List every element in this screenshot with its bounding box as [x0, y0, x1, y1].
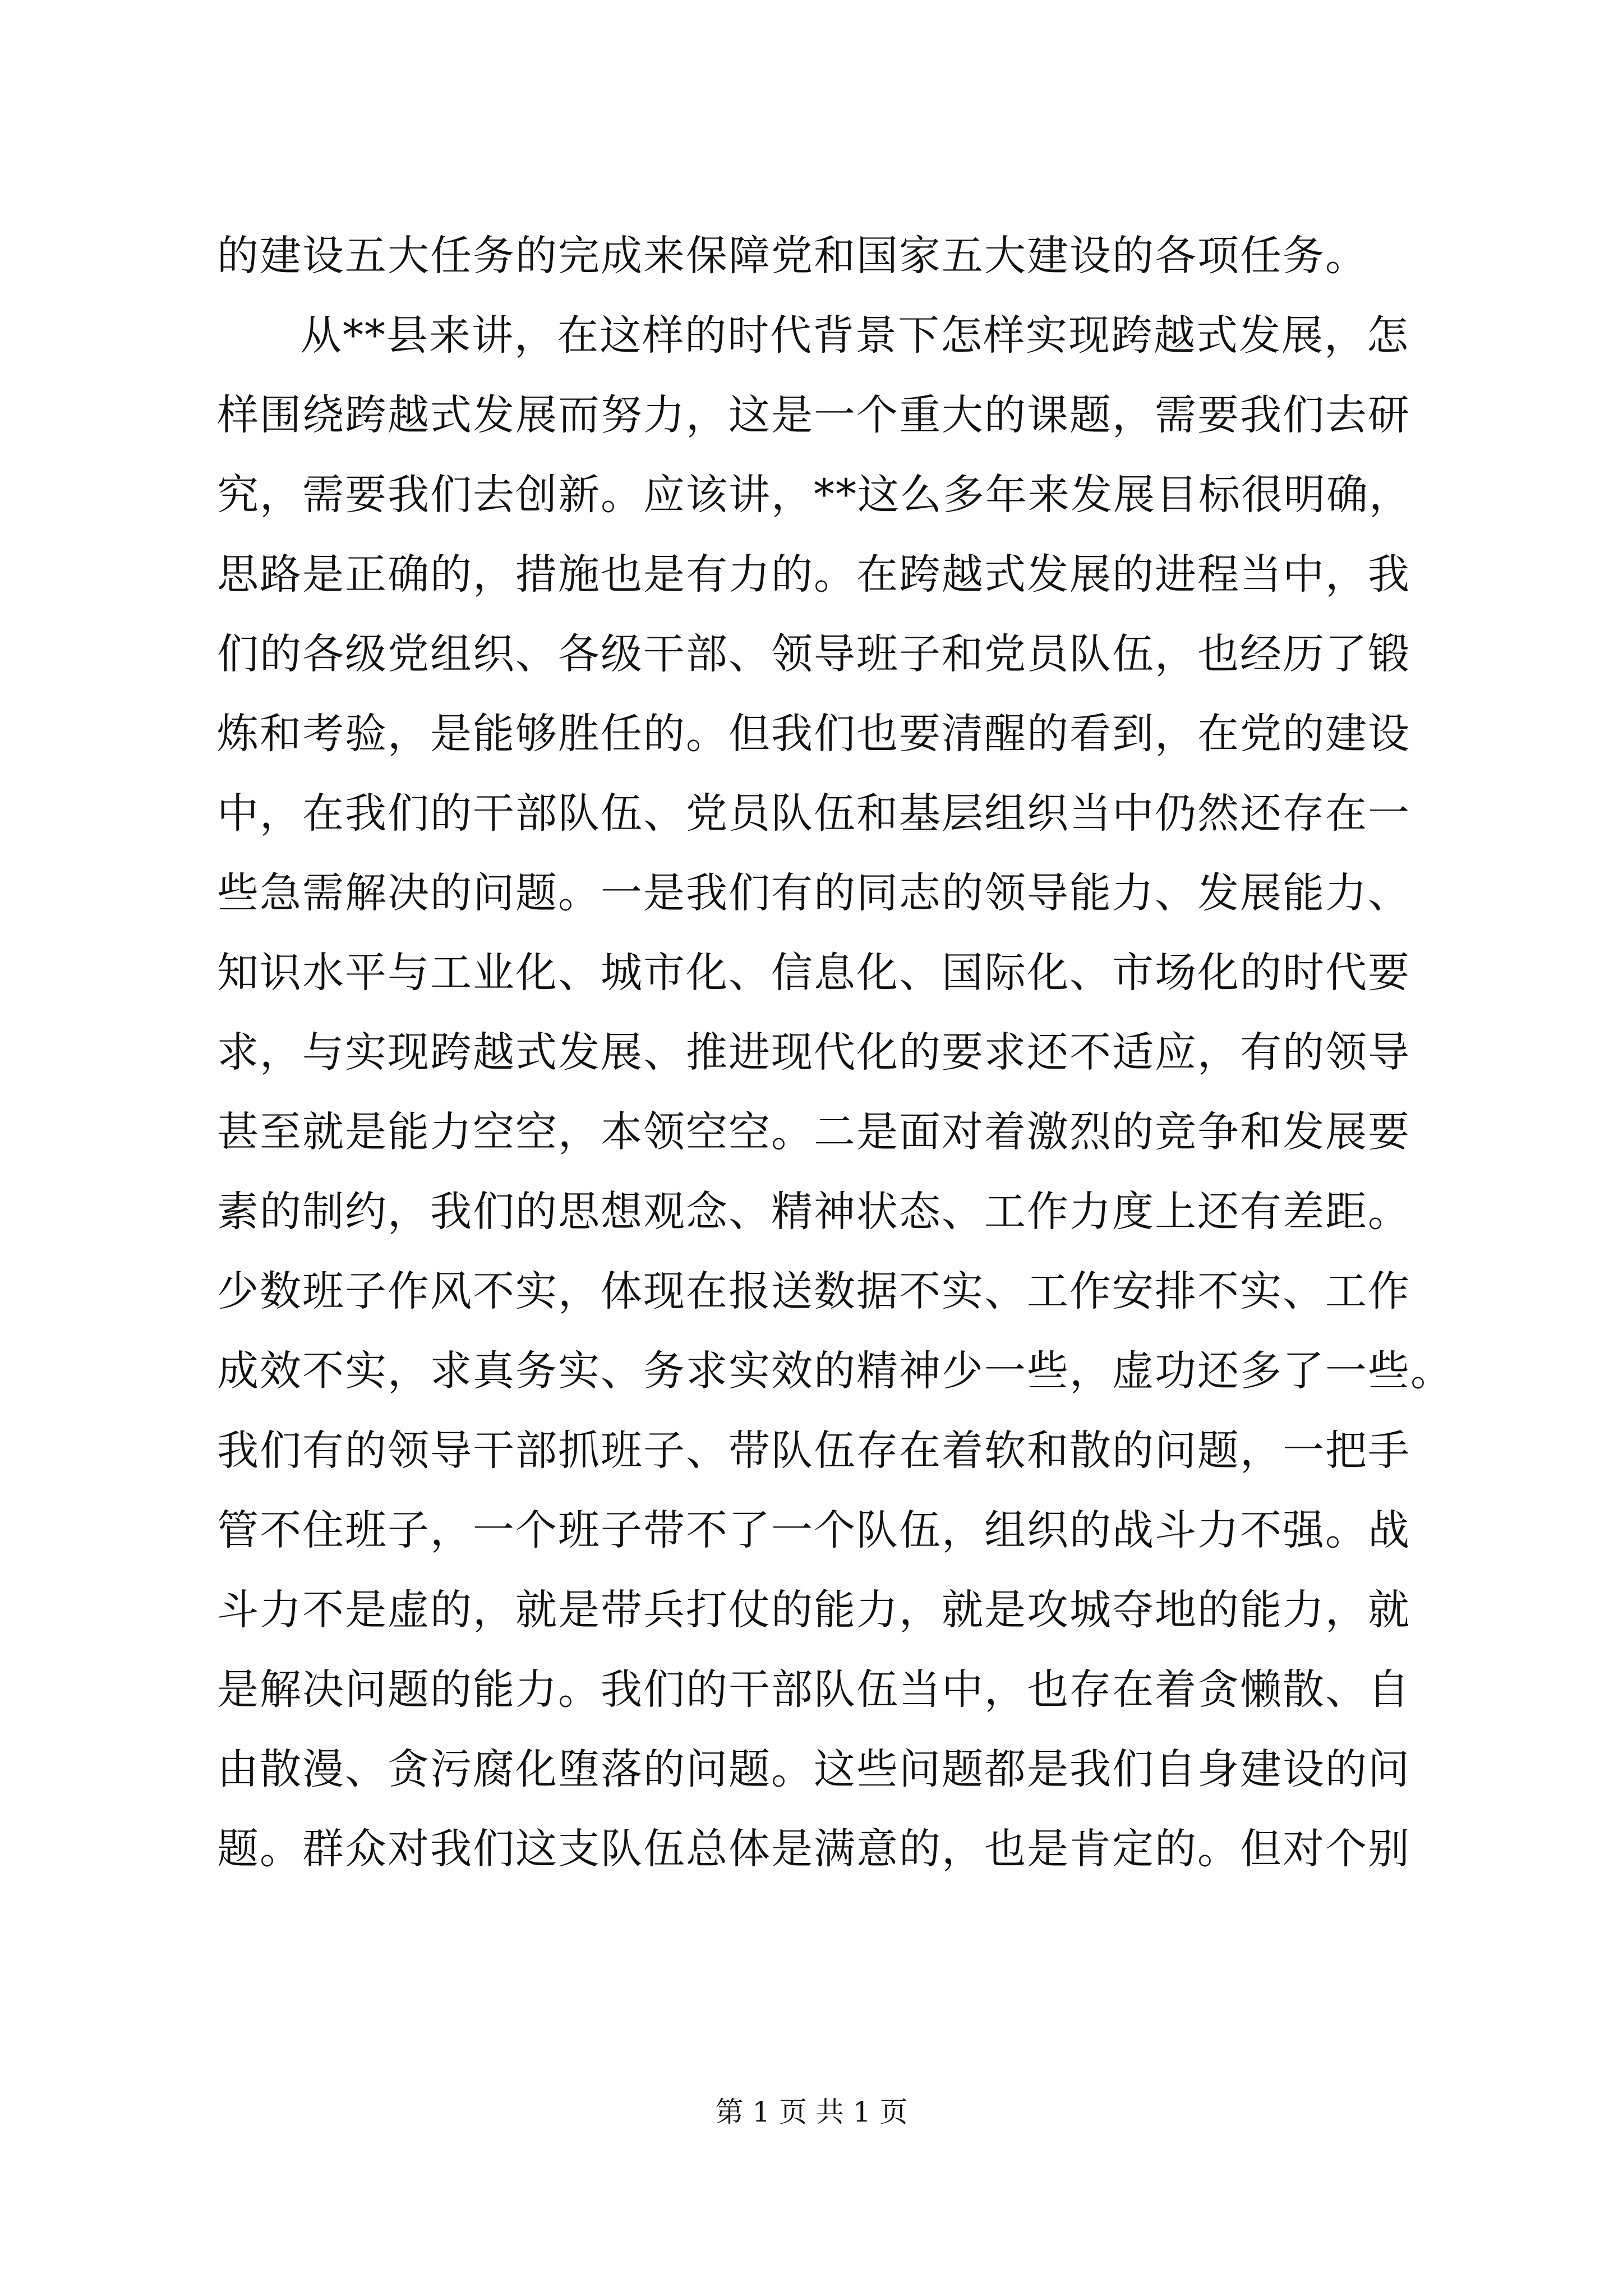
text-line: 由散漫、贪污腐化堕落的问题。这些问题都是我们自身建设的问 [217, 1745, 1410, 1793]
text-line: 知识水平与工业化、城市化、信息化、国际化、市场化的时代要 [217, 949, 1410, 997]
text-line: 样围绕跨越式发展而努力，这是一个重大的课题，需要我们去研 [217, 391, 1410, 439]
text-line: 素的制约，我们的思想观念、精神状态、工作力度上还有差距。 [217, 1188, 1410, 1236]
text-line: 题。群众对我们这支队伍总体是满意的，也是肯定的。但对个别 [217, 1825, 1410, 1873]
text-line: 斗力不是虚的，就是带兵打仗的能力，就是攻城夺地的能力，就 [217, 1586, 1410, 1634]
text-line: 思路是正确的，措施也是有力的。在跨越式发展的进程当中，我 [217, 550, 1410, 599]
text-line: 究，需要我们去创新。应该讲，**这么多年来发展目标很明确， [217, 471, 1412, 519]
document-body [217, 216, 1453, 1889]
text-line: 是解决问题的能力。我们的干部队伍当中，也存在着贪懒散、自 [217, 1665, 1410, 1714]
text-line: 我们有的领导干部抓班子、带队伍存在着软和散的问题，一把手 [217, 1427, 1410, 1475]
text-line: 炼和考验，是能够胜任的。但我们也要清醒的看到，在党的建设 [217, 710, 1410, 758]
text-line: 的建设五大任务的完成来保障党和国家五大建设的各项任务。 [217, 232, 1368, 280]
page-number-label: 第 1 页 共 1 页 [715, 2096, 908, 2128]
page-footer [0, 2092, 1623, 2132]
text-line: 中，在我们的干部队伍、党员队伍和基层组织当中仍然还存在一 [217, 789, 1410, 838]
text-line: 少数班子作风不实，体现在报送数据不实、工作安排不实、工作 [217, 1267, 1410, 1315]
text-line: 们的各级党组织、各级干部、领导班子和党员队伍，也经历了锻 [217, 630, 1410, 678]
text-line: 成效不实，求真务实、务求实效的精神少一些，虚功还多了一些。 [217, 1347, 1453, 1395]
text-line: 甚至就是能力空空，本领空空。二是面对着激烈的竞争和发展要 [217, 1108, 1410, 1156]
text-line: 管不住班子，一个班子带不了一个队伍，组织的战斗力不强。战 [217, 1506, 1410, 1554]
text-line-paragraph-start: 从**县来讲，在这样的时代背景下怎样实现跨越式发展，怎 [300, 311, 1409, 360]
text-line: 求，与实现跨越式发展、推进现代化的要求还不适应，有的领导 [217, 1028, 1410, 1076]
text-line: 些急需解决的问题。一是我们有的同志的领导能力、发展能力、 [217, 869, 1410, 917]
